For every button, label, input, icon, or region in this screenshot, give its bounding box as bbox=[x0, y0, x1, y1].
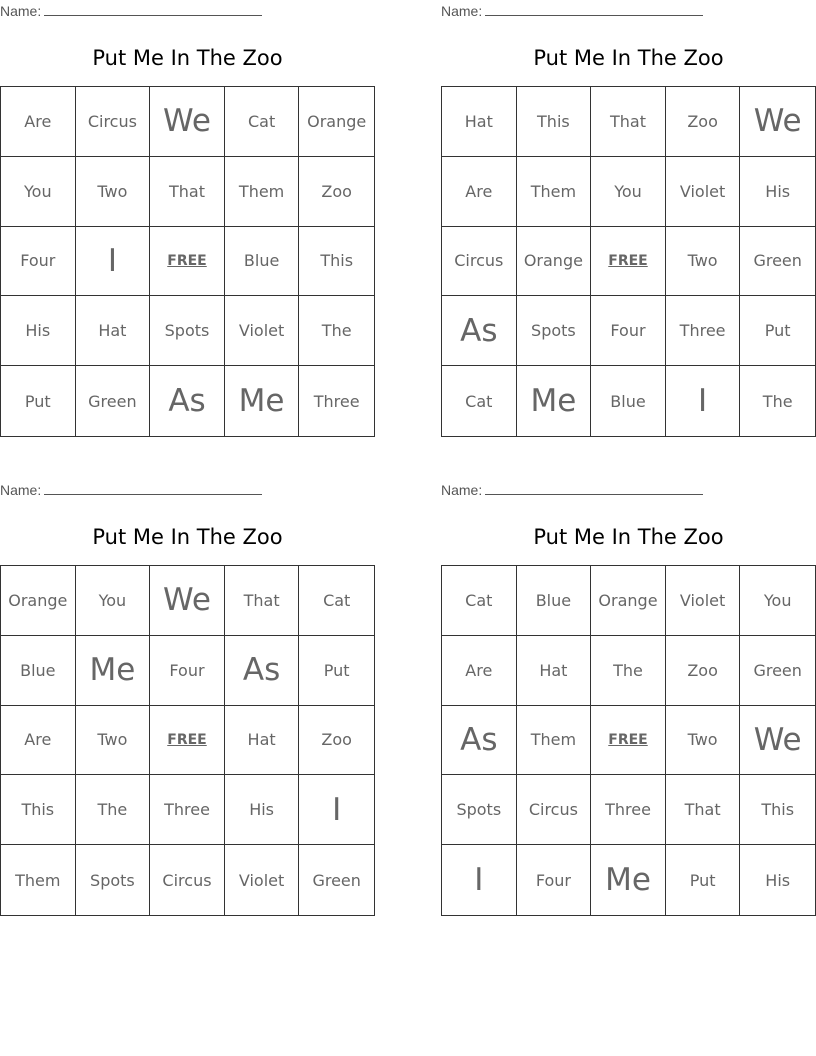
bingo-cell: This bbox=[299, 227, 374, 297]
bingo-cell: Three bbox=[150, 775, 225, 845]
bingo-cell: Three bbox=[313, 391, 360, 411]
bingo-cell: Me bbox=[225, 366, 300, 436]
bingo-cell: Green bbox=[76, 366, 151, 436]
bingo-cell: Violet bbox=[225, 296, 300, 366]
bingo-cell: That bbox=[666, 775, 741, 845]
bingo-cell: Four bbox=[1, 227, 76, 297]
bingo-cell: Violet bbox=[666, 566, 741, 636]
bingo-cell: Are bbox=[1, 87, 76, 157]
bingo-cell: Green bbox=[740, 636, 815, 706]
bingo-cell: Zoo bbox=[299, 706, 374, 776]
free-space: FREE bbox=[591, 706, 666, 776]
bingo-cell: Orange bbox=[299, 87, 374, 157]
bingo-cell: Them bbox=[1, 845, 76, 915]
bingo-cell: The bbox=[591, 636, 666, 706]
bingo-cell: You bbox=[740, 566, 815, 636]
name-line bbox=[441, 482, 703, 498]
free-space: FREE bbox=[591, 227, 666, 297]
name-line bbox=[0, 3, 262, 19]
bingo-cell: Put bbox=[666, 845, 741, 915]
bingo-cell: Blue bbox=[591, 366, 666, 436]
bingo-cell: Four bbox=[591, 296, 666, 366]
bingo-cell: I bbox=[666, 366, 741, 436]
bingo-cell: The bbox=[762, 391, 793, 411]
free-space: FREE bbox=[150, 706, 225, 776]
card-title: Put Me In The Zoo bbox=[92, 525, 283, 549]
bingo-cell: That bbox=[150, 157, 225, 227]
bingo-cell: Circus bbox=[76, 87, 151, 157]
bingo-cell: Blue bbox=[225, 227, 300, 297]
bingo-cell: Me bbox=[591, 845, 666, 915]
bingo-cell: Them bbox=[517, 157, 592, 227]
bingo-grid bbox=[0, 565, 375, 916]
bingo-cell: Orange bbox=[591, 566, 666, 636]
bingo-cell: Are bbox=[442, 636, 517, 706]
bingo-cell: This bbox=[1, 775, 76, 845]
bingo-cell: Zoo bbox=[666, 636, 741, 706]
bingo-cell: Put bbox=[299, 636, 374, 706]
bingo-cell: Spots bbox=[442, 775, 517, 845]
bingo-cell: As bbox=[442, 706, 517, 776]
bingo-cell: You bbox=[591, 157, 666, 227]
bingo-cell: Circus bbox=[150, 845, 225, 915]
bingo-cell: Blue bbox=[1, 636, 76, 706]
bingo-cell: Cat bbox=[299, 566, 374, 636]
bingo-cell: We bbox=[740, 706, 815, 776]
bingo-cell: Cat bbox=[225, 87, 300, 157]
bingo-cell: The bbox=[76, 775, 151, 845]
bingo-cell: Are bbox=[442, 157, 517, 227]
bingo-cell: His bbox=[225, 775, 300, 845]
bingo-cell: Green bbox=[312, 870, 361, 890]
name-blank[interactable] bbox=[44, 3, 262, 16]
bingo-cell: This bbox=[517, 87, 592, 157]
bingo-cell: That bbox=[591, 87, 666, 157]
bingo-cell: Four bbox=[517, 845, 592, 915]
bingo-cell: The bbox=[299, 296, 374, 366]
bingo-cell: I bbox=[442, 845, 517, 915]
bingo-cell: Orange bbox=[1, 566, 76, 636]
bingo-cell: Violet bbox=[666, 157, 741, 227]
bingo-cell: Spots bbox=[517, 296, 592, 366]
bingo-cell: His bbox=[1, 296, 76, 366]
bingo-cell: Zoo bbox=[299, 157, 374, 227]
card-title: Put Me In The Zoo bbox=[533, 525, 724, 549]
bingo-cell: You bbox=[1, 157, 76, 227]
bingo-cell: Three bbox=[591, 775, 666, 845]
bingo-cell: We bbox=[150, 87, 225, 157]
bingo-cell: Hat bbox=[442, 87, 517, 157]
bingo-cell: That bbox=[225, 566, 300, 636]
name-line bbox=[0, 482, 262, 498]
bingo-cell: As bbox=[150, 366, 225, 436]
bingo-cell: Hat bbox=[76, 296, 151, 366]
bingo-card-2 bbox=[441, 3, 816, 435]
bingo-cell: Two bbox=[76, 706, 151, 776]
name-label: Name: bbox=[441, 482, 483, 498]
bingo-cell: Spots bbox=[76, 845, 151, 915]
name-label: Name: bbox=[0, 482, 42, 498]
bingo-cell: I bbox=[76, 227, 151, 297]
bingo-cell: Green bbox=[740, 227, 815, 297]
card-title: Put Me In The Zoo bbox=[533, 46, 724, 70]
bingo-cell: We bbox=[740, 87, 815, 157]
bingo-cell: As bbox=[442, 296, 517, 366]
free-space: FREE bbox=[150, 227, 225, 297]
bingo-card-3 bbox=[0, 482, 375, 914]
bingo-cell: Violet bbox=[225, 845, 300, 915]
bingo-cell: You bbox=[76, 566, 151, 636]
name-line bbox=[441, 3, 703, 19]
name-blank[interactable] bbox=[485, 3, 703, 16]
bingo-cell: As bbox=[225, 636, 300, 706]
bingo-grid bbox=[0, 86, 375, 437]
bingo-cell: His bbox=[740, 157, 815, 227]
bingo-card-1 bbox=[0, 3, 375, 435]
bingo-cell: Zoo bbox=[666, 87, 741, 157]
name-label: Name: bbox=[0, 3, 42, 19]
bingo-cell: Two bbox=[666, 706, 741, 776]
bingo-cell: This bbox=[740, 775, 815, 845]
bingo-cell: Are bbox=[1, 706, 76, 776]
bingo-cell: Put bbox=[1, 366, 76, 436]
bingo-cell: Hat bbox=[225, 706, 300, 776]
name-blank[interactable] bbox=[485, 482, 703, 495]
bingo-cell: Four bbox=[150, 636, 225, 706]
bingo-grid bbox=[441, 86, 816, 437]
card-title: Put Me In The Zoo bbox=[92, 46, 283, 70]
bingo-cell: Blue bbox=[517, 566, 592, 636]
bingo-cell: I bbox=[299, 775, 374, 845]
bingo-card-4 bbox=[441, 482, 816, 914]
bingo-cell: Two bbox=[666, 227, 741, 297]
bingo-cell: Circus bbox=[517, 775, 592, 845]
bingo-cell: Hat bbox=[517, 636, 592, 706]
bingo-cell: Orange bbox=[517, 227, 592, 297]
bingo-cell: His bbox=[765, 870, 791, 890]
bingo-cell: We bbox=[150, 566, 225, 636]
bingo-cell: Me bbox=[76, 636, 151, 706]
bingo-cell: Cat bbox=[442, 566, 517, 636]
name-label: Name: bbox=[441, 3, 483, 19]
bingo-cell: Three bbox=[666, 296, 741, 366]
name-blank[interactable] bbox=[44, 482, 262, 495]
bingo-cell: Two bbox=[76, 157, 151, 227]
bingo-cell: Me bbox=[517, 366, 592, 436]
bingo-cell: Spots bbox=[150, 296, 225, 366]
bingo-grid bbox=[441, 565, 816, 916]
bingo-cell: Put bbox=[740, 296, 815, 366]
bingo-cell: Them bbox=[517, 706, 592, 776]
bingo-cell: Circus bbox=[442, 227, 517, 297]
bingo-cell: Them bbox=[225, 157, 300, 227]
bingo-cell: Cat bbox=[442, 366, 517, 436]
